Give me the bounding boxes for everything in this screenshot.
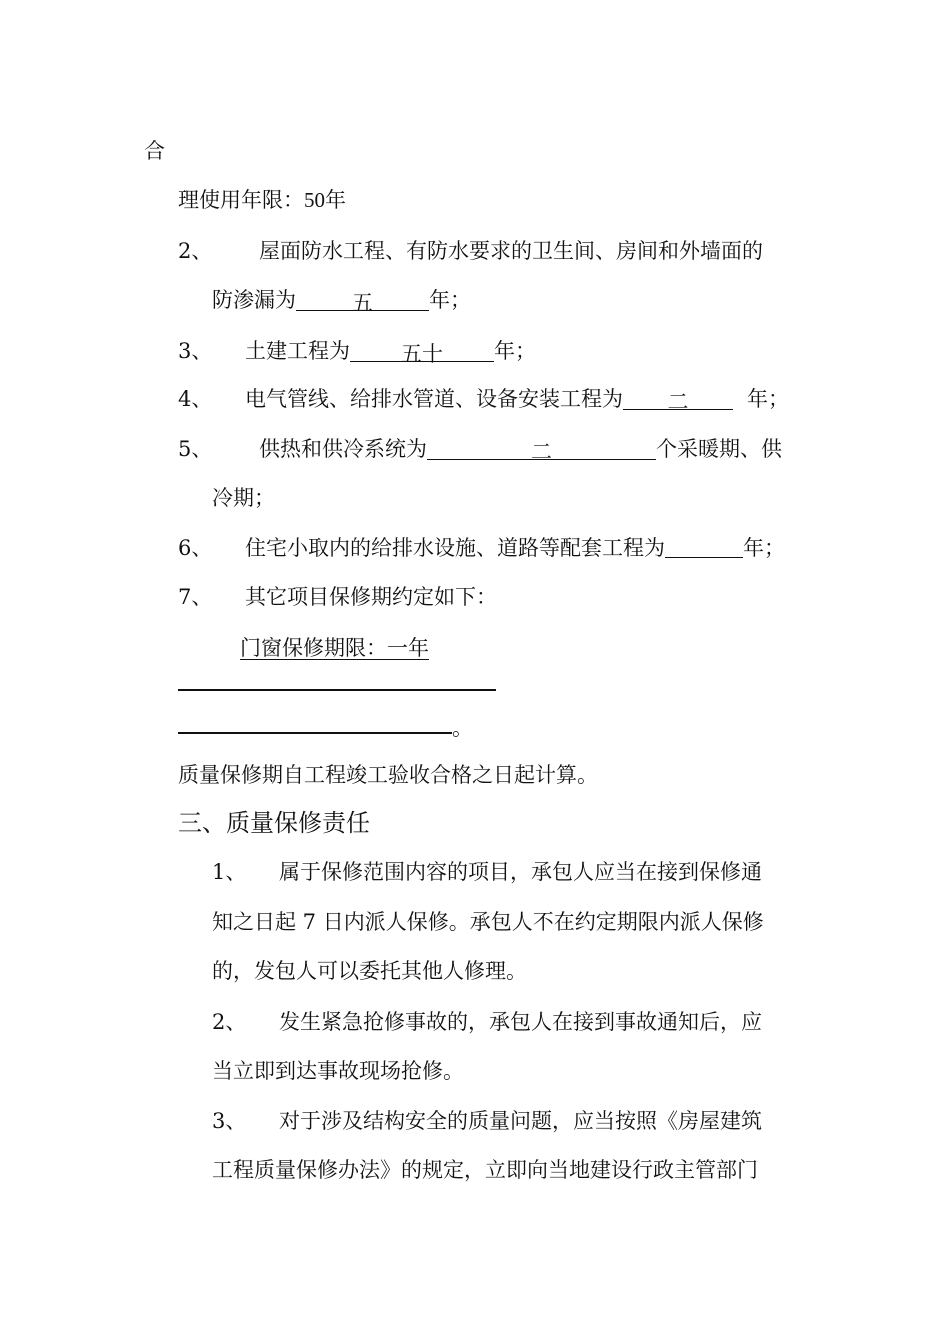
fill-in-blank [296, 288, 429, 315]
text-fragment: 属于保修范围内容的项目，承包人应当在接到保修通 [279, 860, 762, 884]
paragraph-3 [212, 1106, 762, 1136]
fill-in-blank [350, 339, 494, 366]
text-fragment: 对于涉及结构安全的质量问题，应当按照《房屋建筑 [279, 1109, 762, 1133]
paragraph-1 [212, 857, 762, 887]
blank-value: 五十 [401, 342, 443, 366]
text-fragment: 合 [144, 139, 165, 163]
text-fragment: 质量保修期自工程竣工验收合格之日起计算。 [178, 763, 598, 787]
text-fragment: 个采暖期、供 [656, 437, 782, 461]
text-fragment: 。 [452, 716, 473, 740]
blank-value: 二 [667, 390, 689, 414]
paragraph-2 [212, 1007, 762, 1037]
fill-in-blank [427, 437, 656, 464]
paragraph-1-line [212, 956, 527, 986]
section-title: 三、质量保修责任 [178, 809, 370, 837]
text-fragment: 的，发包人可以委托其他人修理。 [212, 959, 527, 983]
text-fragment: 住宅小取内的给排水设施、道路等配套工程为 [245, 536, 665, 560]
list-item-7 [178, 582, 497, 612]
paragraph-2-line [212, 1056, 464, 1086]
text-line [144, 136, 165, 166]
item-number: 3、 [212, 1109, 247, 1133]
list-item-5 [178, 434, 782, 464]
text-fragment: 发生紧急抢修事故的，承包人在接到事故通知后，应 [279, 1010, 762, 1034]
text-fragment: 年 [325, 188, 346, 212]
item-number: 4、 [178, 387, 213, 411]
item-number: 5、 [178, 437, 213, 461]
text-fragment: 工程质量保修办法》的规定，立即向当地建设行政主管部门 [212, 1158, 758, 1182]
paragraph-1-line [212, 907, 764, 937]
text-fragment: 当立即到达事故现场抢修。 [212, 1059, 464, 1083]
item-text [245, 336, 536, 366]
text-fragment: 电气管线、给排水管道、设备安装工程为 [245, 387, 623, 411]
fill-in-blank [665, 535, 743, 558]
item-number: 1、 [212, 860, 247, 884]
text-fragment: 年； [494, 339, 536, 363]
text-fragment: 土建工程为 [245, 339, 350, 363]
item-text [245, 384, 789, 414]
item-text [245, 533, 785, 563]
underlined-value [200, 636, 429, 660]
blank-line [178, 732, 452, 734]
list-item-5-continuation [212, 483, 275, 513]
text-fragment: 供热和供冷系统为 [259, 437, 427, 461]
blank-value: 二 [531, 440, 552, 464]
list-item-3 [178, 336, 536, 366]
text-fragment: 门窗保修期限：一年 [240, 636, 429, 660]
blank-line [178, 689, 496, 691]
item-text: 其它项目保修期约定如下： [245, 585, 497, 609]
text-line [452, 713, 473, 743]
blank-value: 五 [352, 291, 373, 315]
text-line [178, 760, 598, 790]
item-number: 2、 [178, 239, 213, 263]
list-item-2 [178, 236, 763, 266]
item-number: 7、 [178, 585, 213, 609]
list-item-2-continuation [212, 285, 471, 315]
item-text [259, 434, 782, 464]
text-fragment: 年； [743, 536, 785, 560]
item-text: 屋面防水工程、有防水要求的卫生间、房间和外墙面的 [259, 239, 763, 263]
section-heading [178, 808, 370, 838]
list-item-6 [178, 533, 785, 563]
item-number: 3、 [178, 339, 213, 363]
text-fragment: 冷期； [212, 486, 275, 510]
text-fragment: 防渗漏为 [212, 288, 296, 312]
fill-in-blank [623, 387, 733, 414]
fill-in-line [200, 633, 429, 663]
text-fragment: 知之日起 7 日内派人保修。承包人不在约定期限内派人保修 [212, 910, 764, 934]
item-number: 2、 [212, 1010, 247, 1034]
text-fragment: 年； [747, 387, 789, 411]
text-fragment: 50 [304, 188, 325, 212]
text-fragment: 年； [429, 288, 471, 312]
item-number: 6、 [178, 536, 213, 560]
list-item-4 [178, 384, 789, 414]
text-line [178, 185, 346, 215]
text-fragment: 理使用年限： [178, 188, 304, 212]
paragraph-3-line [212, 1155, 758, 1185]
